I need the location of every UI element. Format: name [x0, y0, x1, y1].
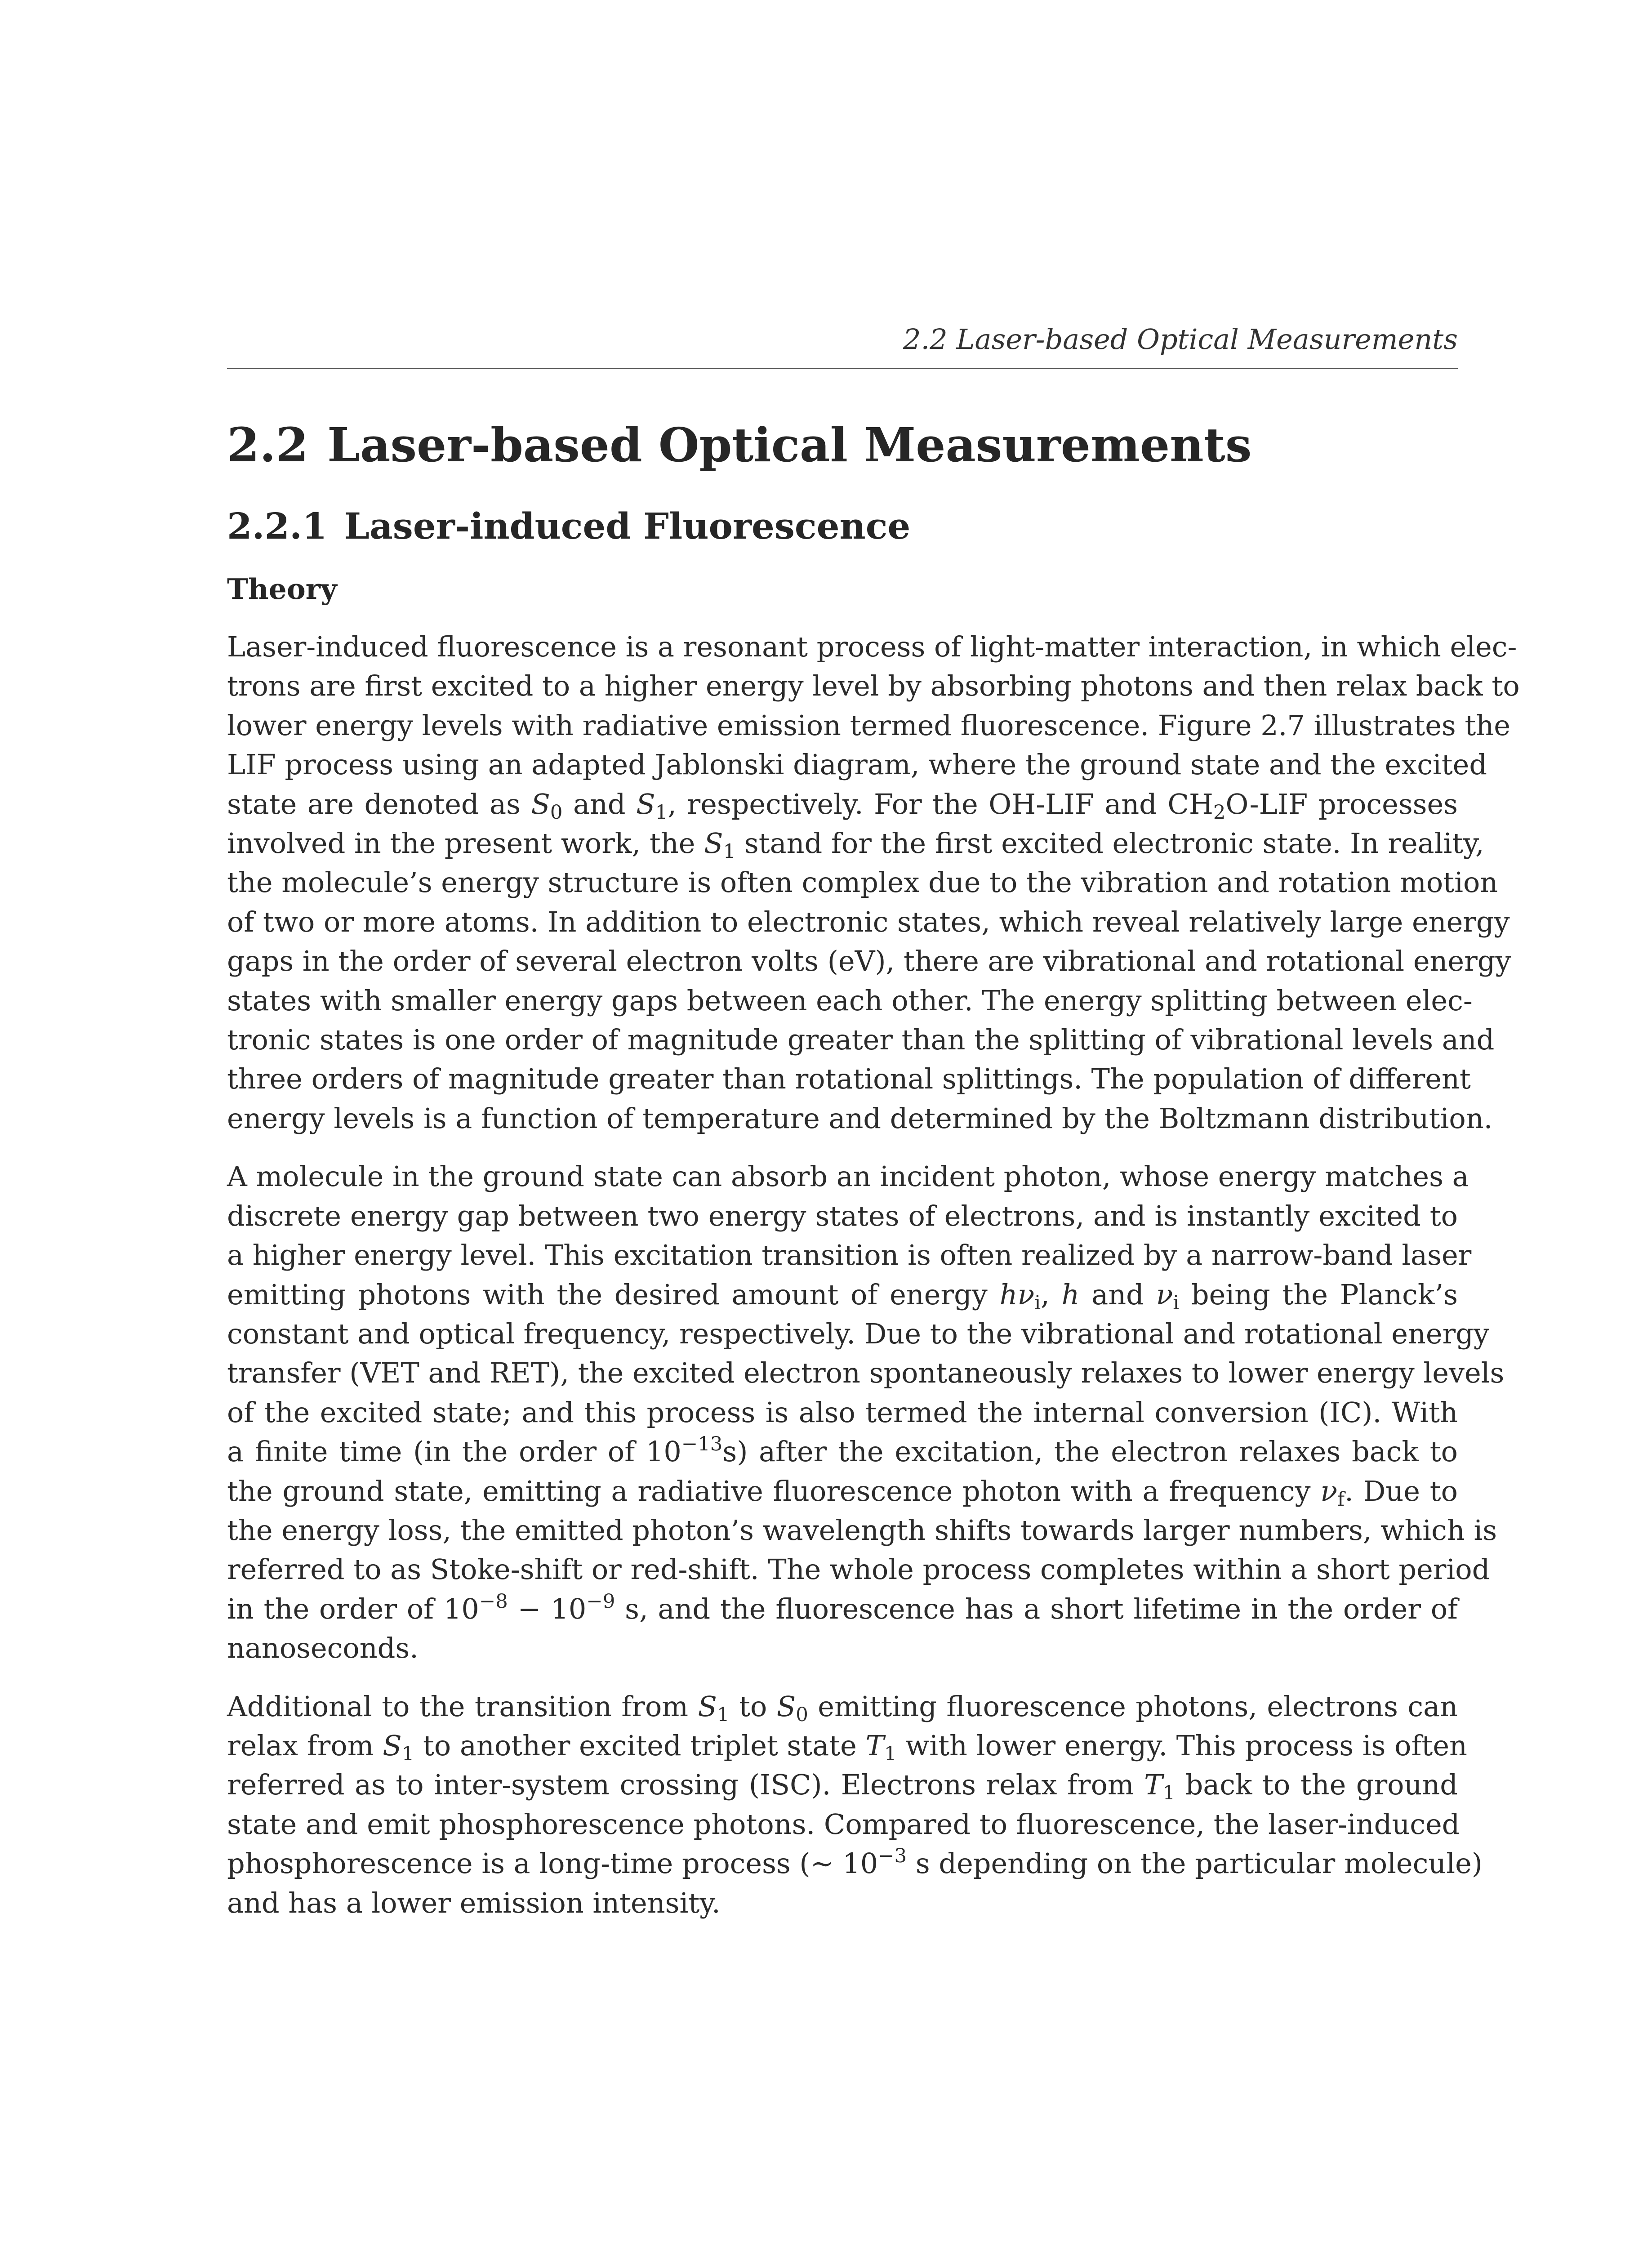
text-line: the molecule’s energy structure is often complex due to the vibration and rotation motion [227, 866, 1498, 899]
section-number: 2.2 [227, 417, 308, 473]
text-line: involved in the present work, the $S_1$ stand for the first excited electronic state. In reality, [227, 827, 1484, 863]
text-line: a higher energy level. This excitation transition is often realized by a narrow-band laser [227, 1239, 1472, 1272]
text-line: state are denoted as $S_0$ and $S_1$, respectively. For the OH-LIF and $CH_2O$-LIF processes [227, 787, 1458, 824]
text-line: tronic states is one order of magnitude greater than the splitting of vibrational levels and [227, 1023, 1495, 1057]
paragraph [227, 1687, 1483, 1922]
text-line: in the order of $10^{-8} - 10^{-9}$ s, and the fluorescence has a short lifetime in the order of [227, 1590, 1458, 1625]
running-header: 2.2 Laser-based Optical Measurements [903, 323, 1458, 356]
text-line: energy levels is a function of temperature and determined by the Boltzmann distribution. [227, 1102, 1493, 1135]
body-text [227, 627, 1520, 1941]
subsection-number: 2.2.1 [227, 505, 327, 547]
text-line: Additional to the transition from $S_1$ to $S_0$ emitting fluorescence photons, electrons can [227, 1690, 1458, 1726]
text-line: nanoseconds. [227, 1632, 419, 1665]
text-line: relax from $S_1$ to another excited triplet state $T_1$ with lower energy. This process is often [227, 1729, 1467, 1765]
text-line: phosphorescence is a long-time process (∼ $10^{-3}$ s depending on the particular molecule) [227, 1845, 1483, 1880]
text-line: LIF process using an adapted Jablonski diagram, where the ground state and the excited [227, 748, 1487, 781]
text-line: trons are first excited to a higher energy level by absorbing photons and then relax back to [227, 669, 1520, 703]
text-line: gaps in the order of several electron volts (eV), there are vibrational and rotational energy [227, 945, 1511, 978]
text-line: the energy loss, the emitted photon’s wavelength shifts towards larger numbers, which is [227, 1513, 1497, 1547]
text-line: referred as to inter-system crossing (ISC). Electrons relax from $T_1$ back to the ground [227, 1768, 1458, 1805]
text-line: lower energy levels with radiative emission termed fluorescence. Figure 2.7 illustrates the [227, 709, 1510, 742]
text-line: discrete energy gap between two energy states of electrons, and is instantly excited to [227, 1199, 1458, 1232]
text-line: of the excited state; and this process is also termed the internal conversion (IC). With [227, 1396, 1458, 1429]
text-line: and has a lower emission intensity. [227, 1886, 721, 1919]
text-line: Laser-induced fluorescence is a resonant process of light-matter interaction, in which elec- [227, 630, 1517, 663]
text-line: state and emit phosphorescence photons. Compared to fluorescence, the laser-induced [227, 1807, 1460, 1841]
text-line: transfer (VET and RET), the excited electron spontaneously relaxes to lower energy levels [227, 1356, 1505, 1390]
paragraph-heading-theory: Theory [227, 572, 337, 606]
section-title [227, 414, 1251, 477]
text-line: constant and optical frequency, respectively. Due to the vibrational and rotational energy [227, 1317, 1489, 1350]
text-line: a finite time (in the order of $10^{-13}s$) after the excitation, the electron relaxes back to [227, 1433, 1458, 1468]
text-line: the ground state, emitting a radiative fluorescence photon with a frequency $\nu_f$. Due to [227, 1474, 1458, 1511]
paragraph [227, 627, 1520, 1138]
paragraph [227, 1157, 1505, 1668]
text-line: referred to as Stoke-shift or red-shift. The whole process completes within a short period [227, 1553, 1490, 1586]
subsection-title-text: Laser-induced Fluorescence [344, 505, 911, 547]
text-line: of two or more atoms. In addition to electronic states, which reveal relatively large energy [227, 905, 1510, 938]
subsection-title [227, 499, 910, 553]
text-line: states with smaller energy gaps between each other. The energy splitting between elec- [227, 984, 1473, 1017]
header-rule [227, 368, 1458, 369]
section-title-text: Laser-based Optical Measurements [327, 417, 1252, 473]
text-line: emitting photons with the desired amount of energy $h\nu_i$, h and $\nu_i$ being the Planck’s [227, 1278, 1458, 1314]
text-line: three orders of magnitude greater than rotational splittings. The population of different [227, 1062, 1471, 1096]
text-line: A molecule in the ground state can absorb an incident photon, whose energy matches a [227, 1160, 1469, 1193]
